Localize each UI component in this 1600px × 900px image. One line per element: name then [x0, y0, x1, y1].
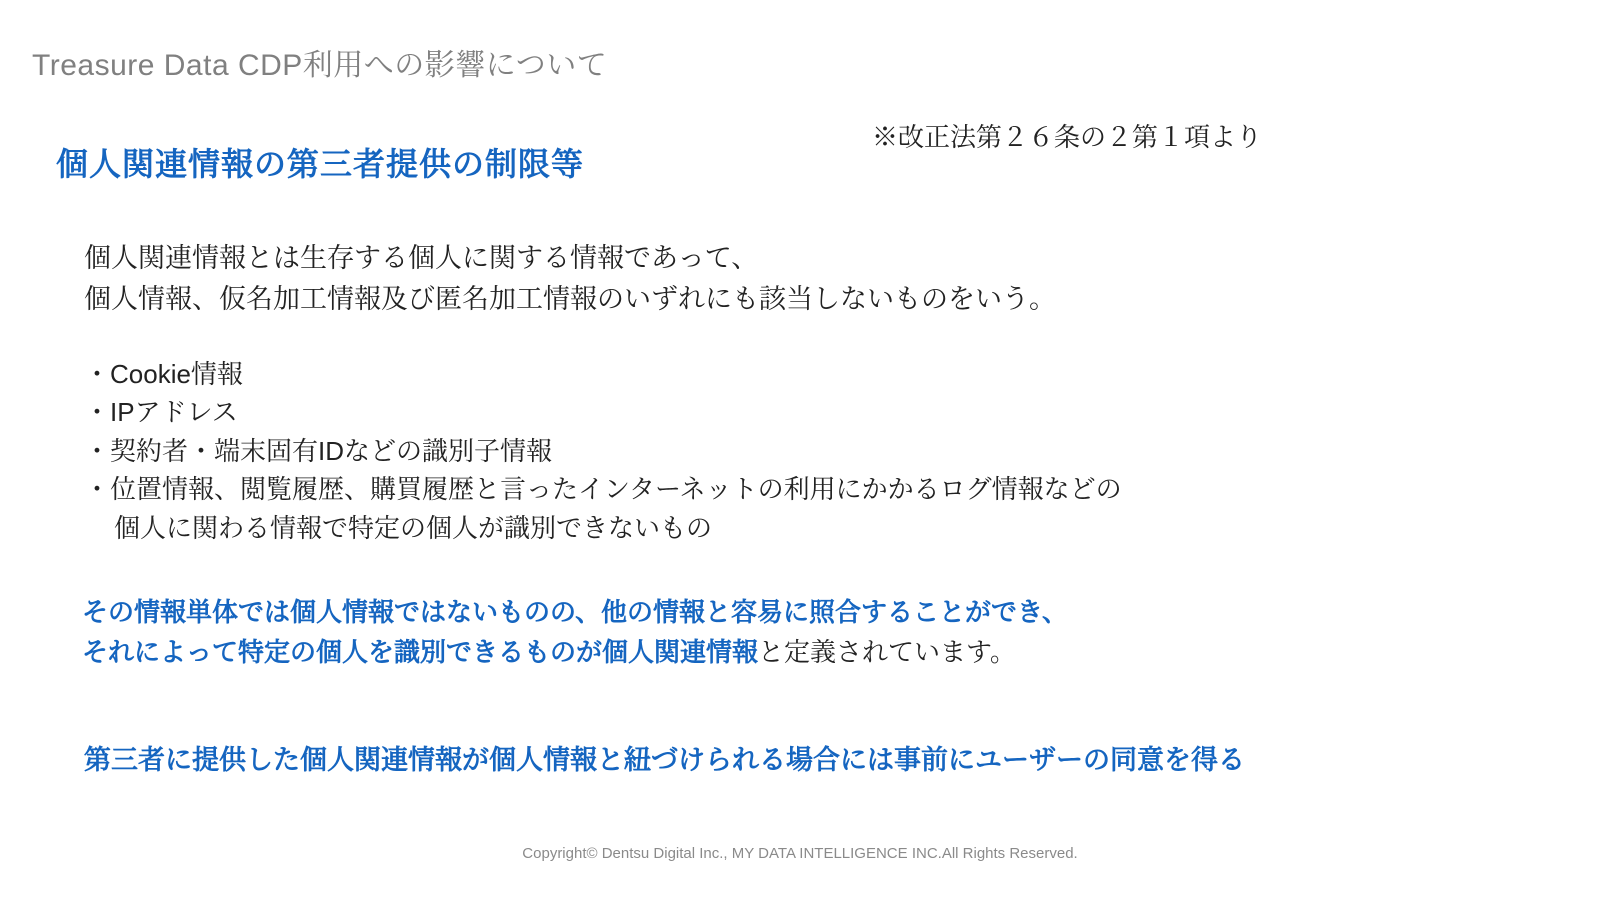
emphasis-block [82, 592, 1068, 673]
list-item: ・Cookie情報 [84, 359, 243, 389]
emphasis-line-2-tail: と定義されています。 [758, 637, 1016, 668]
emphasis-line-1: その情報単体では個人情報ではないものの、他の情報と容易に照合することができ、 [82, 597, 1068, 627]
consent-statement: 第三者に提供した個人関連情報が個人情報と紐づけられる場合には事前にユーザーの同意を得る [84, 745, 1245, 775]
emphasis-line-2 [82, 632, 1068, 672]
footer-copyright: Copyright© Dentsu Digital Inc., MY DATA INTELLIGENCE INC.All Rights Reserved. [522, 845, 1078, 862]
list-item-continuation: 個人に関わる情報で特定の個人が識別できないもの [114, 512, 713, 543]
section-heading: 個人関連情報の第三者提供の制限等 [56, 146, 585, 182]
definition-block [84, 238, 1056, 320]
list-item: ・位置情報、閲覧履歴、購買履歴と言ったインターネットの利用にかかるログ情報などの [84, 474, 1122, 505]
emphasis-line-2-bold: それによって特定の個人を識別できるものが個人関連情報 [82, 637, 759, 668]
law-reference-note: ※改正法第２６条の２第１項より [872, 122, 1263, 152]
list-item: ・契約者・端末固有IDなどの識別子情報 [84, 435, 553, 466]
list-item: ・IPアドレス [84, 397, 238, 428]
definition-line-2: 個人情報、仮名加工情報及び匿名加工情報のいずれにも該当しないものをいう。 [84, 284, 1056, 315]
bullet-list [84, 355, 1122, 547]
definition-line-1: 個人関連情報とは生存する個人に関する情報であって、 [84, 243, 759, 273]
page-title: Treasure Data CDP利用への影響について [32, 49, 608, 82]
